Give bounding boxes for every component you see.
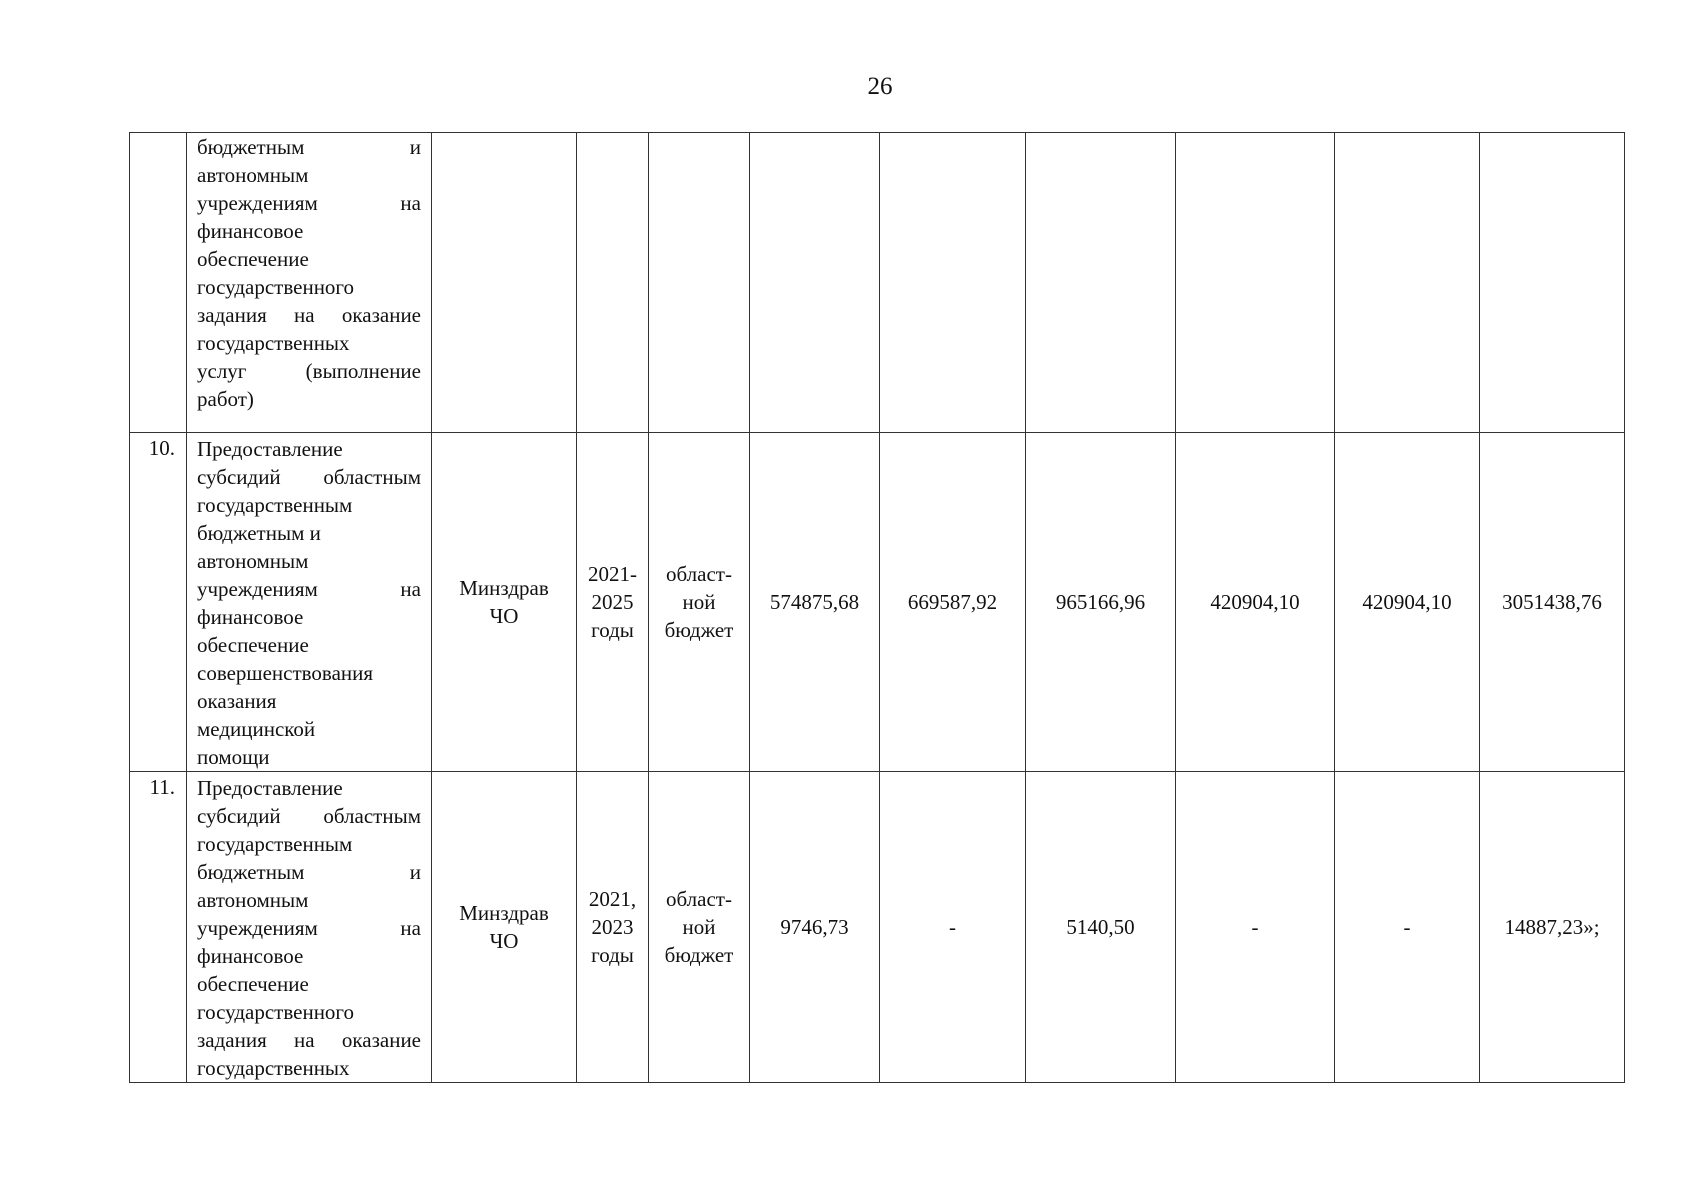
description-line: услуг (выполнение	[197, 359, 421, 383]
period-cell	[577, 133, 649, 433]
executor-line: ЧО	[489, 604, 519, 628]
table-row-continuation	[130, 133, 1625, 433]
period-line: 2023	[591, 915, 634, 939]
source-line: ной	[682, 915, 716, 939]
description-line: государственных	[197, 1056, 350, 1080]
source-line: област-	[666, 887, 732, 911]
description-line: совершенствования	[197, 661, 374, 685]
description-line: учреждениям на	[197, 577, 421, 601]
description-cell	[187, 133, 432, 433]
row-number-cell: 10.	[130, 433, 187, 772]
description-line: государственных	[197, 331, 350, 355]
description-line: работ)	[197, 387, 254, 411]
table-row	[130, 433, 1625, 772]
description-line: автономным	[197, 888, 309, 912]
description-line: финансовое	[197, 605, 304, 629]
description-line: медицинской	[197, 717, 316, 741]
period-line: 2021-	[588, 562, 637, 586]
value-cell	[880, 133, 1026, 433]
description-line: задания на оказание	[197, 303, 421, 327]
description-line: Предоставление	[197, 776, 343, 800]
row-number-cell: 11.	[130, 772, 187, 1083]
executor-cell	[432, 133, 577, 433]
source-line: ной	[682, 590, 716, 614]
value-cell: -	[1335, 772, 1480, 1083]
description-line: бюджетным и	[197, 860, 421, 884]
description-line: государственного	[197, 1000, 355, 1024]
description-cell	[187, 772, 432, 1083]
description-line: помощи	[197, 745, 270, 769]
description-line: учреждениям на	[197, 191, 421, 215]
description-line: бюджетным и	[197, 135, 421, 159]
source-cell	[649, 772, 750, 1083]
executor-line: Минздрав	[459, 901, 549, 925]
source-line: бюджет	[664, 618, 734, 642]
description-line: государственным	[197, 832, 353, 856]
value-cell: -	[1176, 772, 1335, 1083]
budget-table	[129, 132, 1625, 1083]
value-cell: 14887,23»;	[1480, 772, 1625, 1083]
description-line: государственного	[197, 275, 355, 299]
value-cell: -	[880, 772, 1026, 1083]
period-line: годы	[591, 618, 634, 642]
source-line: област-	[666, 562, 732, 586]
value-cell: 3051438,76	[1480, 433, 1625, 772]
value-cell	[1335, 133, 1480, 433]
source-cell	[649, 133, 750, 433]
description-line: бюджетным и	[197, 521, 321, 545]
value-cell	[750, 133, 880, 433]
row-number-cell	[130, 133, 187, 433]
description-line: обеспечение	[197, 247, 309, 271]
value-cell: 420904,10	[1176, 433, 1335, 772]
value-cell: 574875,68	[750, 433, 880, 772]
table-row	[130, 772, 1625, 1083]
description-line: учреждениям на	[197, 916, 421, 940]
description-line: обеспечение	[197, 633, 309, 657]
description-line: государственным	[197, 493, 353, 517]
period-cell	[577, 772, 649, 1083]
description-line: обеспечение	[197, 972, 309, 996]
executor-cell	[432, 772, 577, 1083]
value-cell: 669587,92	[880, 433, 1026, 772]
source-line: бюджет	[664, 943, 734, 967]
description-line: оказания	[197, 689, 277, 713]
value-cell: 5140,50	[1026, 772, 1176, 1083]
executor-line: ЧО	[489, 929, 519, 953]
description-line: финансовое	[197, 944, 304, 968]
source-cell	[649, 433, 750, 772]
page-number: 26	[867, 73, 893, 100]
description-line: субсидий областным	[197, 804, 421, 828]
description-line: финансовое	[197, 219, 304, 243]
description-line: задания на оказание	[197, 1028, 421, 1052]
value-cell	[1026, 133, 1176, 433]
period-cell	[577, 433, 649, 772]
executor-line: Минздрав	[459, 576, 549, 600]
executor-cell	[432, 433, 577, 772]
description-line: Предоставление	[197, 437, 343, 461]
value-cell: 420904,10	[1335, 433, 1480, 772]
period-line: годы	[591, 943, 634, 967]
value-cell: 9746,73	[750, 772, 880, 1083]
period-line: 2021,	[588, 887, 637, 911]
description-cell	[187, 433, 432, 772]
value-cell: 965166,96	[1026, 433, 1176, 772]
value-cell	[1176, 133, 1335, 433]
value-cell	[1480, 133, 1625, 433]
period-line: 2025	[591, 590, 634, 614]
description-line: автономным	[197, 549, 309, 573]
description-line: субсидий областным	[197, 465, 421, 489]
description-line: автономным	[197, 163, 309, 187]
